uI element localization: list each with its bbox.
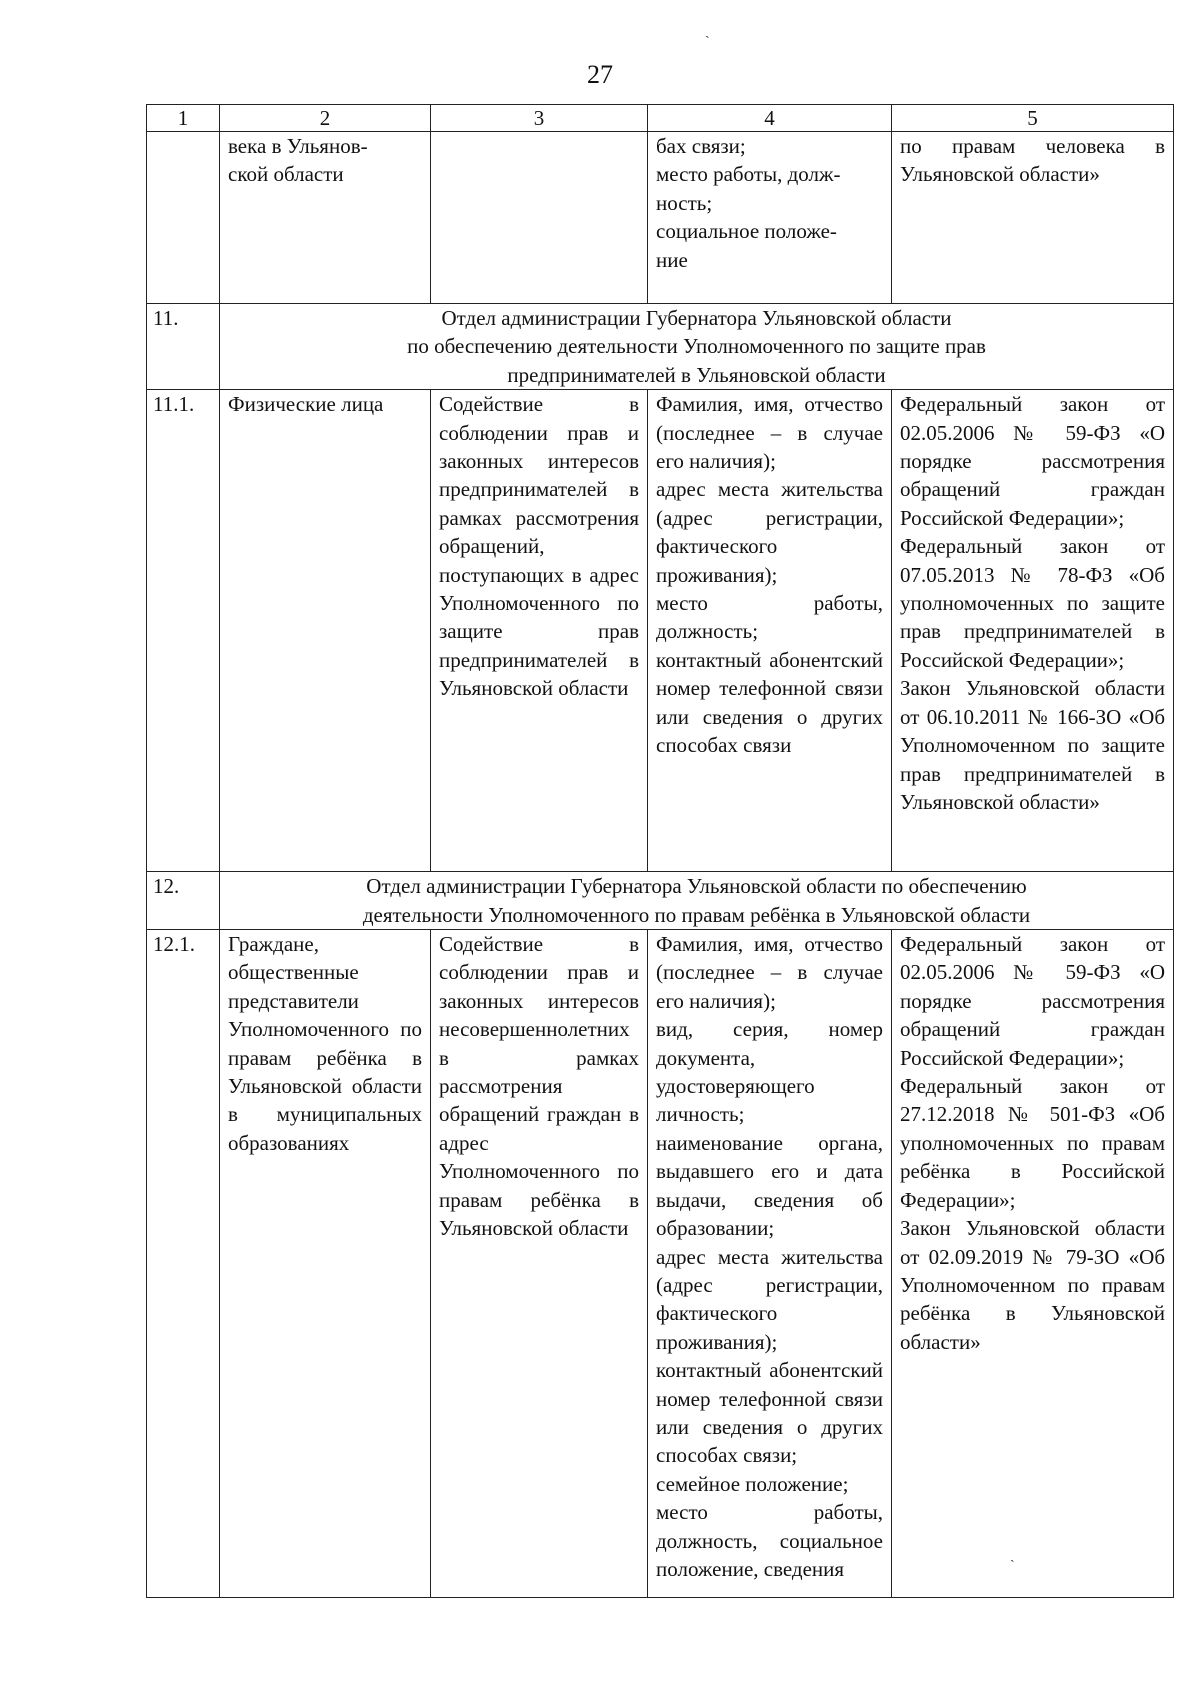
purpose-cell <box>431 132 648 304</box>
header-cell: 4 <box>648 105 892 132</box>
header-cell: 3 <box>431 105 648 132</box>
purpose-cell: Содействие в соблюдении прав и законных интересов предпринимателей в рамках рассмотрения обращений, поступающих в адрес Уполномоченного по защите прав предпринимателей в Ульяновской области <box>431 390 648 872</box>
section-title: Отдел администрации Губернатора Ульяновской области по обеспечению деятельности Уполномоченного по правам ребёнка в Ульяновской области <box>220 872 1174 930</box>
data-list-cell: бах связи; место работы, долж- ность; социальное положе- ние <box>648 132 892 304</box>
subject-cell: века в Ульянов- ской области <box>220 132 431 304</box>
section-number: 11. <box>147 304 220 390</box>
row-number: 12.1. <box>147 930 220 1598</box>
scan-mark: ˎ <box>1010 1548 1015 1563</box>
section-row <box>147 872 1174 930</box>
data-table <box>146 104 1174 1598</box>
table-row <box>147 390 1174 872</box>
purpose-cell: Содействие в соблюдении прав и законных интересов несовершеннолетних в рамках рассмотрения обращений граждан в адрес Уполномоченного по правам ребёнка в Ульяновской области <box>431 930 648 1598</box>
table-row <box>147 132 1174 304</box>
table-header-row <box>147 105 1174 132</box>
subject-cell: Граждане, общественные представители Уполномоченного по правам ребёнка в Ульяновской области в муниципальных образованиях <box>220 930 431 1598</box>
table-row <box>147 930 1174 1598</box>
scan-mark: ˏ <box>705 24 710 39</box>
legal-basis-cell: Федеральный закон от 02.05.2006 № 59-ФЗ «О порядке рассмотрения обращений граждан Российской Федерации»; Федеральный закон от 07.05.2013 № 78-ФЗ «Об уполномоченных по защите прав предпринимателей в Российской Федерации»; Закон Ульяновской области от 06.10.2011 № 166-ЗО «Об Уполномоченном по защите прав предпринимателей в Ульяновской области» <box>892 390 1174 872</box>
legal-basis-cell: Федеральный закон от 02.05.2006 № 59-ФЗ «О порядке рассмотрения обращений граждан Российской Федерации»; Федеральный закон от 27.12.2018 № 501-ФЗ «Об уполномоченных по правам ребёнка в Российской Федерации»; Закон Ульяновской области от 02.09.2019 № 79-ЗО «Об Уполномоченном по правам ребёнка в Ульяновской области» <box>892 930 1174 1598</box>
section-title: Отдел администрации Губернатора Ульяновской области по обеспечению деятельности Уполномоченного по защите прав предпринимателей в Ульяновской области <box>220 304 1174 390</box>
row-number: 11.1. <box>147 390 220 872</box>
section-row <box>147 304 1174 390</box>
section-number: 12. <box>147 872 220 930</box>
header-cell: 5 <box>892 105 1174 132</box>
subject-cell: Физические лица <box>220 390 431 872</box>
header-cell: 2 <box>220 105 431 132</box>
row-number <box>147 132 220 304</box>
header-cell: 1 <box>147 105 220 132</box>
page-number: 27 <box>587 60 613 89</box>
data-list-cell: Фамилия, имя, отчество (последнее – в случае его наличия); вид, серия, номер документа, удостоверяющего личность; наименование органа, выдавшего его и дата выдачи, сведения об образовании; адрес места жительства (адрес регистрации, фактического проживания); контактный абонентский номер телефонной связи или сведения о других способах связи; семейное положение; место работы, должность, социальное положение, сведения <box>648 930 892 1598</box>
data-list-cell: Фамилия, имя, отчество (последнее – в случае его наличия); адрес места жительства (адрес регистрации, фактического проживания); место работы, должность; контактный абонентский номер телефонной связи или сведения о других способах связи <box>648 390 892 872</box>
legal-basis-cell: по правам человека в Ульяновской области» <box>892 132 1174 304</box>
